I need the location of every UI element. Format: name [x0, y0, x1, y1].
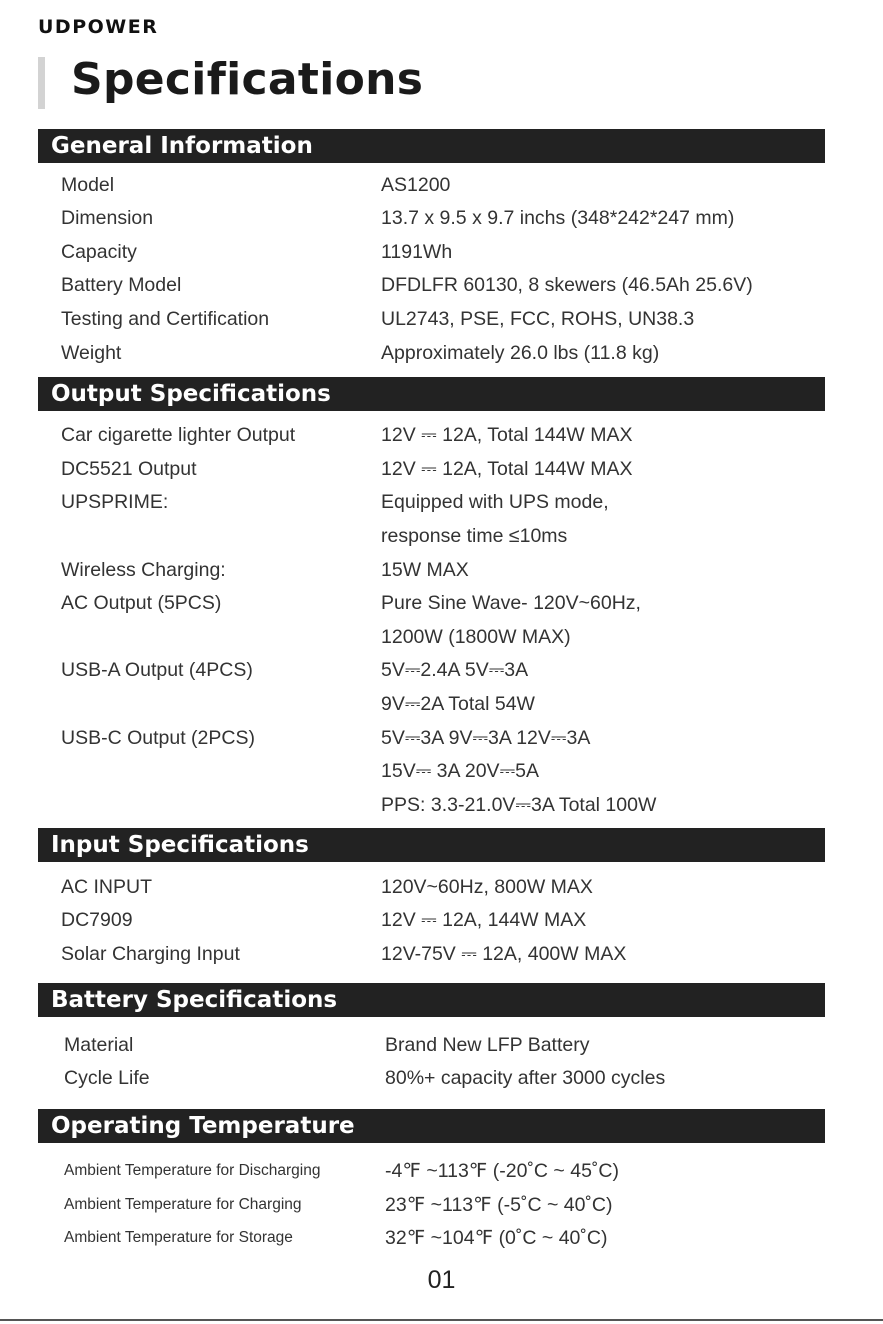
spec-label: DC7909: [61, 909, 133, 931]
spec-row: [0, 235, 883, 269]
spec-label: Capacity: [61, 241, 137, 263]
spec-label: USB-C Output (2PCS): [61, 727, 255, 749]
spec-value: 32℉ ~104℉ (0˚C ~ 40˚C): [385, 1227, 608, 1249]
spec-row: [0, 336, 883, 370]
spec-row: [0, 418, 883, 452]
spec-value: AS1200: [381, 174, 451, 196]
spec-value: 1191Wh: [381, 241, 453, 263]
spec-row: [0, 1221, 883, 1255]
spec-value: 12V ⎓ 12A, Total 144W MAX: [381, 458, 633, 480]
spec-row: [0, 168, 883, 202]
spec-row: [0, 1188, 883, 1222]
spec-row: [0, 788, 883, 822]
spec-value: PPS: 3.3-21.0V⎓3A Total 100W: [381, 794, 657, 816]
spec-label: AC Output (5PCS): [61, 592, 222, 614]
spec-row: [0, 687, 883, 721]
spec-value: 80%+ capacity after 3000 cycles: [385, 1067, 666, 1089]
spec-value: 12V ⎓ 12A, 144W MAX: [381, 909, 587, 931]
spec-value: 15W MAX: [381, 559, 469, 581]
spec-value: Approximately 26.0 lbs (11.8 kg): [381, 342, 660, 364]
spec-value: Pure Sine Wave- 120V~60Hz,: [381, 592, 641, 614]
brand-logo: UDPOWER: [38, 16, 159, 38]
spec-value: 15V⎓ 3A 20V⎓5A: [381, 760, 539, 782]
spec-row: [0, 485, 883, 519]
section-header-input: Input Specifications: [38, 828, 825, 862]
page-title: Specifications: [71, 54, 424, 105]
spec-label: Solar Charging Input: [61, 943, 240, 965]
spec-row: [0, 586, 883, 620]
spec-row: [0, 903, 883, 937]
spec-value: 23℉ ~113℉ (-5˚C ~ 40˚C): [385, 1194, 613, 1216]
spec-value: -4℉ ~113℉ (-20˚C ~ 45˚C): [385, 1160, 619, 1182]
spec-value: Brand New LFP Battery: [385, 1034, 590, 1056]
spec-row: [0, 721, 883, 755]
spec-row: [0, 452, 883, 486]
spec-row: [0, 268, 883, 302]
spec-value: 120V~60Hz, 800W MAX: [381, 876, 593, 898]
spec-row: [0, 1028, 883, 1062]
spec-row: [0, 870, 883, 904]
spec-value: 1200W (1800W MAX): [381, 626, 571, 648]
spec-value: 5V⎓3A 9V⎓3A 12V⎓3A: [381, 727, 591, 749]
spec-value: DFDLFR 60130, 8 skewers (46.5Ah 25.6V): [381, 274, 753, 296]
spec-value: 9V⎓2A Total 54W: [381, 693, 535, 715]
spec-label: DC5521 Output: [61, 458, 197, 480]
spec-label: Model: [61, 174, 115, 196]
spec-label: AC INPUT: [61, 876, 153, 898]
spec-value: UL2743, PSE, FCC, ROHS, UN38.3: [381, 308, 695, 330]
spec-row: [0, 302, 883, 336]
spec-row: [0, 553, 883, 587]
spec-value: Equipped with UPS mode,: [381, 491, 609, 513]
spec-value: 12V-75V ⎓ 12A, 400W MAX: [381, 943, 627, 965]
spec-value: 13.7 x 9.5 x 9.7 inchs (348*242*247 mm): [381, 207, 735, 229]
spec-row: [0, 620, 883, 654]
spec-label: Ambient Temperature for Charging: [64, 1196, 302, 1213]
spec-label: UPSPRIME:: [61, 491, 169, 513]
spec-row: [0, 519, 883, 553]
spec-row: [0, 754, 883, 788]
spec-row: [0, 201, 883, 235]
spec-label: Wireless Charging:: [61, 559, 226, 581]
spec-label: Ambient Temperature for Discharging: [64, 1162, 321, 1179]
spec-label: Ambient Temperature for Storage: [64, 1229, 293, 1246]
spec-row: [0, 1061, 883, 1095]
bottom-divider: [0, 1319, 883, 1321]
page-number: 01: [427, 1266, 456, 1294]
section-header-temperature: Operating Temperature: [38, 1109, 825, 1143]
spec-row: [0, 1154, 883, 1188]
spec-label: USB-A Output (4PCS): [61, 659, 253, 681]
spec-value: 5V⎓2.4A 5V⎓3A: [381, 659, 529, 681]
spec-label: Material: [64, 1034, 134, 1056]
spec-label: Dimension: [61, 207, 154, 229]
spec-value: response time ≤10ms: [381, 525, 568, 547]
spec-label: Cycle Life: [64, 1067, 150, 1089]
section-header-output: Output Specifications: [38, 377, 825, 411]
spec-row: [0, 653, 883, 687]
title-accent-bar: [38, 57, 45, 109]
section-header-battery: Battery Specifications: [38, 983, 825, 1017]
spec-label: Battery Model: [61, 274, 182, 296]
spec-label: Weight: [61, 342, 122, 364]
spec-value: 12V ⎓ 12A, Total 144W MAX: [381, 424, 633, 446]
spec-row: [0, 937, 883, 971]
spec-label: Car cigarette lighter Output: [61, 424, 296, 446]
spec-label: Testing and Certification: [61, 308, 270, 330]
section-header-general: General Information: [38, 129, 825, 163]
